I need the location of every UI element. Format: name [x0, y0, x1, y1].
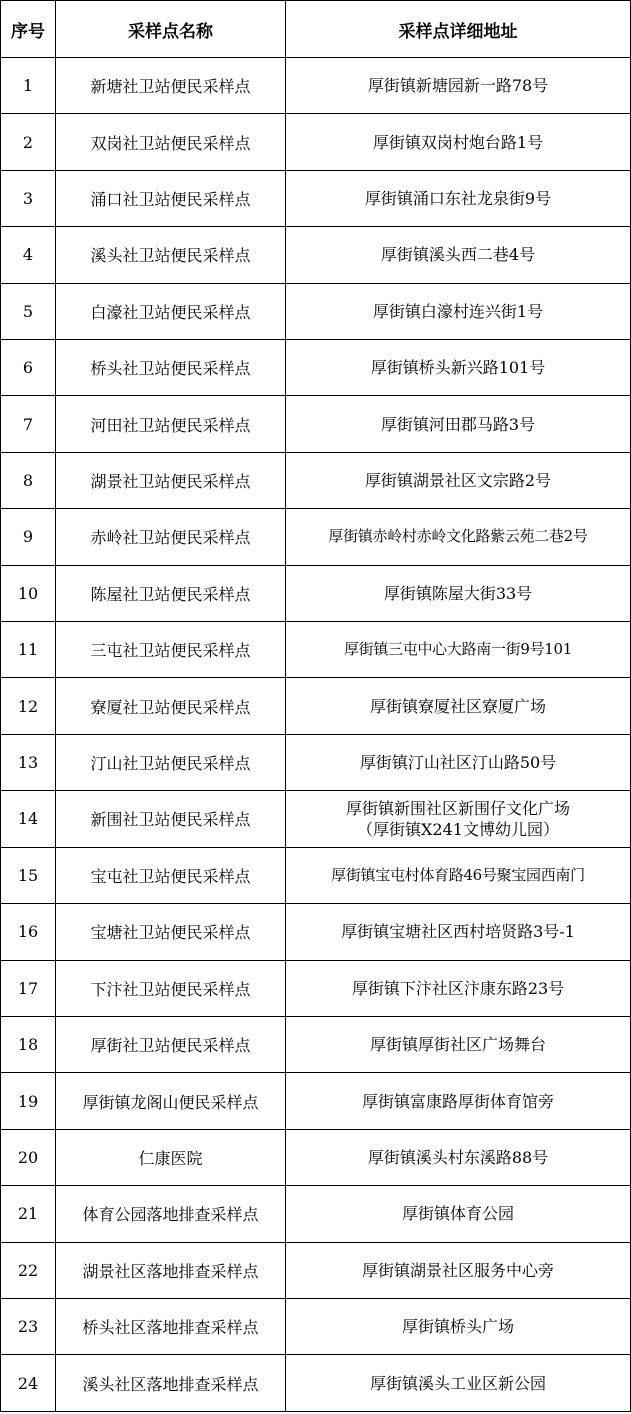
site-address [286, 509, 631, 565]
site-name: 赤岭社卫站便民采样点 [56, 509, 286, 565]
site-name: 湖景社卫站便民采样点 [56, 452, 286, 508]
site-address [286, 622, 631, 678]
row-index: 5 [1, 283, 56, 339]
address-line: 厚街镇新塘园新一路78号 [367, 76, 549, 96]
address-line: 厚街镇厚街社区广场舞台 [369, 1035, 546, 1055]
site-name: 厚街社卫站便民采样点 [56, 1016, 286, 1072]
row-index: 1 [1, 58, 56, 114]
table-row [1, 678, 631, 734]
address-line: 厚街镇湖景社区文宗路2号 [364, 471, 552, 491]
site-address [286, 847, 631, 903]
row-index: 7 [1, 396, 56, 452]
address-line: 厚街镇汀山社区汀山路50号 [359, 753, 557, 773]
row-index: 21 [1, 1186, 56, 1242]
site-address [286, 1129, 631, 1185]
address-line: 厚街镇体育公园 [401, 1204, 514, 1224]
table-body [1, 58, 631, 1412]
address-line: 厚街镇白濠村连兴街1号 [372, 301, 544, 321]
table-row [1, 1298, 631, 1354]
table-row [1, 283, 631, 339]
site-address [286, 1016, 631, 1072]
site-name: 寮厦社卫站便民采样点 [56, 678, 286, 734]
row-index: 16 [1, 904, 56, 960]
site-address [286, 58, 631, 114]
header-site-name: 采样点名称 [56, 1, 286, 58]
row-index: 3 [1, 170, 56, 226]
table-row [1, 1186, 631, 1242]
site-name: 陈屋社卫站便民采样点 [56, 565, 286, 621]
table-row [1, 1073, 631, 1129]
table-row [1, 1242, 631, 1298]
site-name: 白濠社卫站便民采样点 [56, 283, 286, 339]
site-address [286, 227, 631, 283]
header-index: 序号 [1, 1, 56, 58]
address-line: 厚街镇下汴社区汴康东路23号 [351, 978, 565, 998]
address-line: 厚街镇陈屋大街33号 [383, 583, 533, 603]
table-row [1, 58, 631, 114]
header-row [1, 1, 631, 58]
row-index: 14 [1, 791, 56, 847]
site-address [286, 791, 631, 847]
table-row [1, 170, 631, 226]
site-address [286, 1186, 631, 1242]
row-index: 9 [1, 509, 56, 565]
row-index: 2 [1, 114, 56, 170]
table-row [1, 1355, 631, 1412]
address-line: 厚街镇新围社区新围仔文化广场 [345, 798, 570, 818]
address-line: 厚街镇赤岭村赤岭文化路紫云苑二巷2号 [328, 527, 588, 546]
header-site-address: 采样点详细地址 [286, 1, 631, 58]
table-row [1, 791, 631, 847]
address-line: 厚街镇三屯中心大路南一街9号101 [343, 640, 573, 659]
table-row [1, 847, 631, 903]
address-line: 厚街镇桥头广场 [401, 1317, 514, 1337]
site-name: 厚街镇龙阁山便民采样点 [56, 1073, 286, 1129]
address-line: 厚街镇溪头工业区新公园 [369, 1373, 546, 1393]
address-line: 厚街镇溪头村东溪路88号 [367, 1147, 549, 1167]
row-index: 12 [1, 678, 56, 734]
address-line: 厚街镇桥头新兴路101号 [370, 358, 546, 378]
site-name: 新塘社卫站便民采样点 [56, 58, 286, 114]
table-row [1, 904, 631, 960]
table-row [1, 622, 631, 678]
address-line: 厚街镇寮厦社区寮厦广场 [369, 696, 546, 716]
site-address [286, 340, 631, 396]
site-address [286, 452, 631, 508]
site-name: 双岗社卫站便民采样点 [56, 114, 286, 170]
site-name: 三屯社卫站便民采样点 [56, 622, 286, 678]
row-index: 23 [1, 1298, 56, 1354]
row-index: 19 [1, 1073, 56, 1129]
site-name: 体育公园落地排查采样点 [56, 1186, 286, 1242]
site-name: 宝塘社卫站便民采样点 [56, 904, 286, 960]
site-name: 溪头社区落地排查采样点 [56, 1355, 286, 1412]
row-index: 6 [1, 340, 56, 396]
table-row [1, 1129, 631, 1185]
site-name: 下汴社卫站便民采样点 [56, 960, 286, 1016]
site-address [286, 396, 631, 452]
table-row [1, 227, 631, 283]
site-address [286, 1073, 631, 1129]
row-index: 15 [1, 847, 56, 903]
site-address [286, 1298, 631, 1354]
address-line: 厚街镇富康路厚街体育馆旁 [361, 1091, 554, 1111]
table-row [1, 1016, 631, 1072]
site-address [286, 1242, 631, 1298]
row-index: 24 [1, 1355, 56, 1412]
site-name: 宝屯社卫站便民采样点 [56, 847, 286, 903]
site-name: 汀山社卫站便民采样点 [56, 734, 286, 790]
row-index: 20 [1, 1129, 56, 1185]
address-line: 厚街镇溪头西二巷4号 [380, 245, 536, 265]
site-address [286, 960, 631, 1016]
row-index: 4 [1, 227, 56, 283]
table-row [1, 960, 631, 1016]
row-index: 17 [1, 960, 56, 1016]
site-name: 新围社卫站便民采样点 [56, 791, 286, 847]
site-address [286, 565, 631, 621]
site-address [286, 904, 631, 960]
table-row [1, 396, 631, 452]
site-address [286, 1355, 631, 1412]
table-header [1, 1, 631, 58]
table-row [1, 509, 631, 565]
site-name: 溪头社卫站便民采样点 [56, 227, 286, 283]
address-line: 厚街镇宝塘社区西村培贤路3号-1 [341, 922, 575, 942]
site-address [286, 734, 631, 790]
address-line: 厚街镇双岗村炮台路1号 [372, 132, 544, 152]
site-name: 桥头社区落地排查采样点 [56, 1298, 286, 1354]
site-address [286, 678, 631, 734]
address-line: 厚街镇湖景社区服务中心旁 [361, 1260, 554, 1280]
address-line: 厚街镇涌口东社龙泉街9号 [364, 189, 552, 209]
site-name: 河田社卫站便民采样点 [56, 396, 286, 452]
row-index: 22 [1, 1242, 56, 1298]
table-row [1, 734, 631, 790]
row-index: 13 [1, 734, 56, 790]
address-line: 厚街镇河田郡马路3号 [380, 414, 536, 434]
address-line: 厚街镇宝屯村体育路46号聚宝园西南门 [331, 865, 585, 884]
site-name: 桥头社卫站便民采样点 [56, 340, 286, 396]
address-line: （厚街镇X241文博幼儿园） [357, 819, 559, 839]
table-row [1, 114, 631, 170]
site-address [286, 170, 631, 226]
site-address [286, 283, 631, 339]
table-row [1, 452, 631, 508]
site-name: 涌口社卫站便民采样点 [56, 170, 286, 226]
table-row [1, 340, 631, 396]
row-index: 10 [1, 565, 56, 621]
site-name: 仁康医院 [56, 1129, 286, 1185]
row-index: 8 [1, 452, 56, 508]
row-index: 11 [1, 622, 56, 678]
row-index: 18 [1, 1016, 56, 1072]
site-address [286, 114, 631, 170]
site-name: 湖景社区落地排查采样点 [56, 1242, 286, 1298]
table-row [1, 565, 631, 621]
